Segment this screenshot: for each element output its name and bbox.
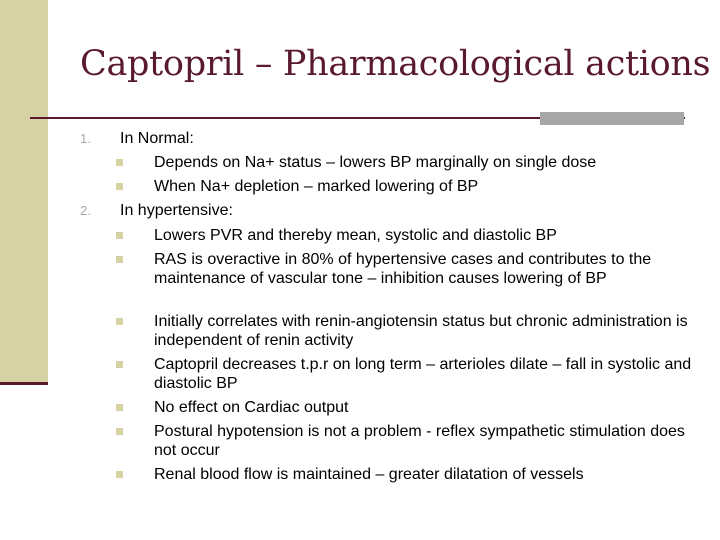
- section-heading-text: In hypertensive:: [120, 202, 233, 219]
- bullet-item: Renal blood flow is maintained – greater dilatation of vessels: [154, 466, 584, 483]
- bullet-item: Postural hypotension is not a problem - reflex sympathetic stimulation does not occur: [154, 423, 685, 459]
- section-number: 1.: [80, 131, 91, 146]
- bullet-item: Initially correlates with renin-angiotensin status but chronic administration is independent of renin activity: [154, 313, 688, 349]
- bullet-square-icon: [116, 159, 123, 166]
- section-heading-normal: [80, 129, 194, 148]
- bullet-square-icon: [116, 183, 123, 190]
- bullet-square-icon: [116, 361, 123, 368]
- section-heading-text: In Normal:: [120, 130, 194, 147]
- bullet-square-icon: [116, 428, 123, 435]
- bullet-square-icon: [116, 404, 123, 411]
- bullet-item: When Na+ depletion – marked lowering of BP: [154, 178, 479, 195]
- slide-title: Captopril – Pharmacological actions: [80, 44, 711, 84]
- bullet-item: Lowers PVR and thereby mean, systolic and diastolic BP: [154, 227, 557, 244]
- bullet-item: Depends on Na+ status – lowers BP marginally on single dose: [154, 154, 597, 171]
- section-number: 2.: [80, 203, 91, 218]
- bullet-square-icon: [116, 318, 123, 325]
- bullet-square-icon: [116, 471, 123, 478]
- bullet-item: Captopril decreases t.p.r on long term – arterioles dilate – fall in systolic and diastolic BP: [154, 356, 692, 392]
- bullet-item: No effect on Cardiac output: [154, 399, 349, 416]
- bullet-square-icon: [116, 232, 123, 239]
- bullet-square-icon: [116, 256, 123, 263]
- section-heading-hypertensive: [80, 201, 233, 220]
- bullet-item: RAS is overactive in 80% of hypertensive cases and contributes to the maintenance of vascular tone – inhibition causes lowering of BP: [154, 251, 652, 287]
